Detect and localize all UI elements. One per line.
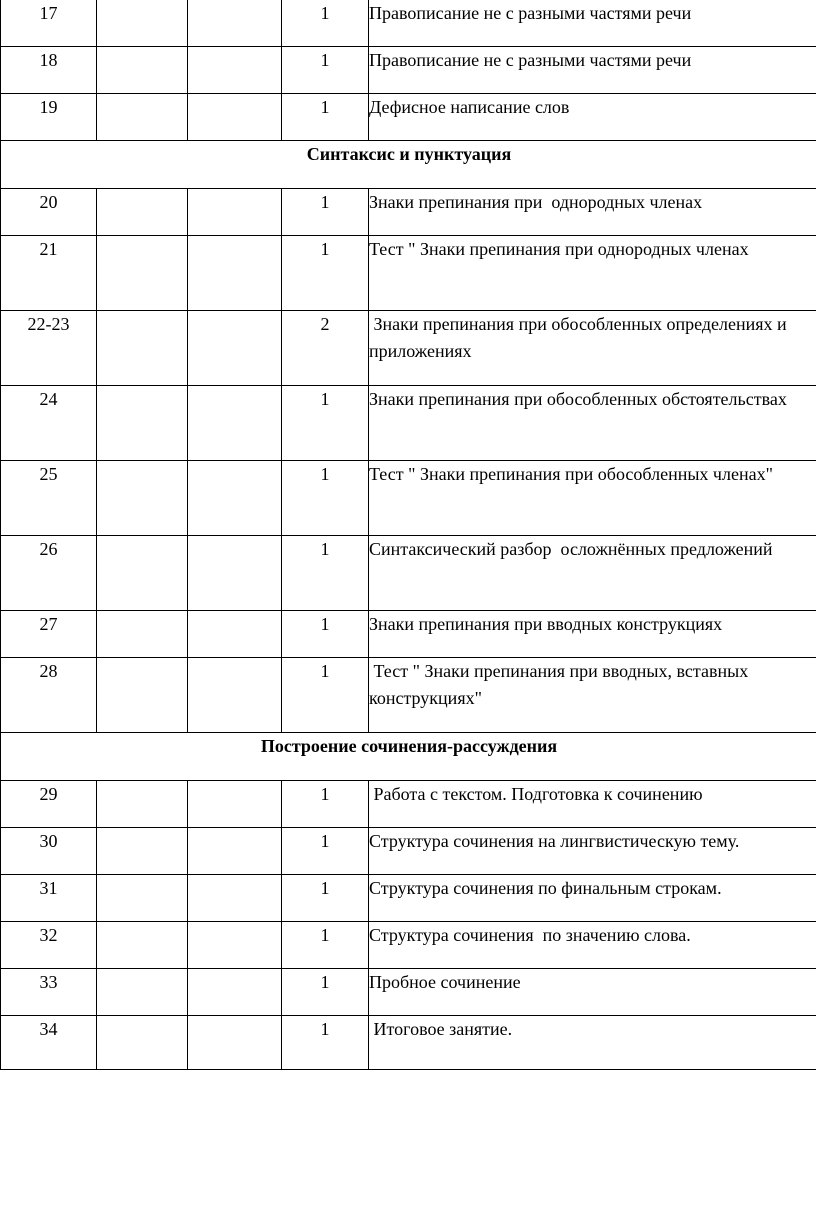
date-plan-cell <box>97 611 188 658</box>
date-plan-cell <box>97 189 188 236</box>
hours-count: 1 <box>282 658 369 733</box>
table-row <box>1 658 816 733</box>
section-row <box>1 141 816 189</box>
date-plan-cell <box>97 969 188 1016</box>
date-fact-cell <box>188 1016 282 1070</box>
lesson-topic: Синтаксический разбор осложнённых предложений <box>369 536 816 611</box>
lesson-topic: Работа с текстом. Подготовка к сочинению <box>369 781 816 828</box>
lesson-topic: Итоговое занятие. <box>369 1016 816 1070</box>
lesson-topic: Структура сочинения по финальным строкам. <box>369 875 816 922</box>
table-row <box>1 969 816 1016</box>
lesson-number: 18 <box>1 47 97 94</box>
date-plan-cell <box>97 658 188 733</box>
date-plan-cell <box>97 875 188 922</box>
lesson-topic: Знаки препинания при обособленных определениях и приложениях <box>369 311 816 386</box>
lesson-number: 34 <box>1 1016 97 1070</box>
date-fact-cell <box>188 969 282 1016</box>
date-fact-cell <box>188 611 282 658</box>
hours-count: 1 <box>282 781 369 828</box>
table-row <box>1 875 816 922</box>
lesson-number: 24 <box>1 386 97 461</box>
date-fact-cell <box>188 828 282 875</box>
hours-count: 1 <box>282 536 369 611</box>
table-row <box>1 536 816 611</box>
lesson-number: 32 <box>1 922 97 969</box>
date-plan-cell <box>97 922 188 969</box>
date-fact-cell <box>188 94 282 141</box>
lesson-number: 25 <box>1 461 97 536</box>
lesson-number: 22-23 <box>1 311 97 386</box>
table-row <box>1 1016 816 1070</box>
lesson-number: 26 <box>1 536 97 611</box>
hours-count: 1 <box>282 611 369 658</box>
table-row <box>1 94 816 141</box>
table-row <box>1 922 816 969</box>
hours-count: 1 <box>282 0 369 47</box>
date-fact-cell <box>188 658 282 733</box>
lesson-topic: Знаки препинания при однородных членах <box>369 189 816 236</box>
lesson-topic: Тест " Знаки препинания при обособленных членах" <box>369 461 816 536</box>
hours-count: 1 <box>282 828 369 875</box>
table-row <box>1 236 816 311</box>
lesson-number: 27 <box>1 611 97 658</box>
lesson-number: 29 <box>1 781 97 828</box>
hours-count: 1 <box>282 922 369 969</box>
date-plan-cell <box>97 236 188 311</box>
table-row <box>1 781 816 828</box>
lesson-topic: Структура сочинения по значению слова. <box>369 922 816 969</box>
lesson-number: 21 <box>1 236 97 311</box>
date-fact-cell <box>188 236 282 311</box>
hours-count: 1 <box>282 386 369 461</box>
lesson-topic: Дефисное написание слов <box>369 94 816 141</box>
date-plan-cell <box>97 828 188 875</box>
lesson-topic: Знаки препинания при обособленных обстоятельствах <box>369 386 816 461</box>
lesson-number: 17 <box>1 0 97 47</box>
table-row <box>1 47 816 94</box>
section-row <box>1 733 816 781</box>
hours-count: 1 <box>282 94 369 141</box>
table-row <box>1 611 816 658</box>
date-fact-cell <box>188 461 282 536</box>
date-plan-cell <box>97 1016 188 1070</box>
hours-count: 1 <box>282 47 369 94</box>
table-row <box>1 189 816 236</box>
hours-count: 2 <box>282 311 369 386</box>
date-fact-cell <box>188 0 282 47</box>
date-plan-cell <box>97 94 188 141</box>
table-row <box>1 0 816 47</box>
date-plan-cell <box>97 0 188 47</box>
lesson-number: 30 <box>1 828 97 875</box>
lesson-topic: Знаки препинания при вводных конструкциях <box>369 611 816 658</box>
date-plan-cell <box>97 781 188 828</box>
date-fact-cell <box>188 781 282 828</box>
lesson-number: 28 <box>1 658 97 733</box>
hours-count: 1 <box>282 461 369 536</box>
hours-count: 1 <box>282 969 369 1016</box>
section-heading: Построение сочинения-рассуждения <box>1 733 816 781</box>
date-fact-cell <box>188 875 282 922</box>
lesson-topic: Правописание не с разными частями речи <box>369 0 816 47</box>
lesson-number: 19 <box>1 94 97 141</box>
date-plan-cell <box>97 536 188 611</box>
lesson-number: 20 <box>1 189 97 236</box>
lesson-number: 33 <box>1 969 97 1016</box>
date-plan-cell <box>97 386 188 461</box>
table-row <box>1 828 816 875</box>
hours-count: 1 <box>282 1016 369 1070</box>
table-row <box>1 386 816 461</box>
lesson-topic: Пробное сочинение <box>369 969 816 1016</box>
date-fact-cell <box>188 922 282 969</box>
table-row <box>1 461 816 536</box>
lesson-topic: Правописание не с разными частями речи <box>369 47 816 94</box>
hours-count: 1 <box>282 236 369 311</box>
date-plan-cell <box>97 47 188 94</box>
date-plan-cell <box>97 461 188 536</box>
date-fact-cell <box>188 536 282 611</box>
date-fact-cell <box>188 47 282 94</box>
date-plan-cell <box>97 311 188 386</box>
hours-count: 1 <box>282 875 369 922</box>
lesson-topic: Тест " Знаки препинания при однородных членах <box>369 236 816 311</box>
table-row <box>1 311 816 386</box>
date-fact-cell <box>188 311 282 386</box>
lesson-topic: Тест " Знаки препинания при вводных, вставных конструкциях" <box>369 658 816 733</box>
hours-count: 1 <box>282 189 369 236</box>
date-fact-cell <box>188 386 282 461</box>
lesson-number: 31 <box>1 875 97 922</box>
lesson-topic: Структура сочинения на лингвистическую тему. <box>369 828 816 875</box>
date-fact-cell <box>188 189 282 236</box>
section-heading: Синтаксис и пунктуация <box>1 141 816 189</box>
